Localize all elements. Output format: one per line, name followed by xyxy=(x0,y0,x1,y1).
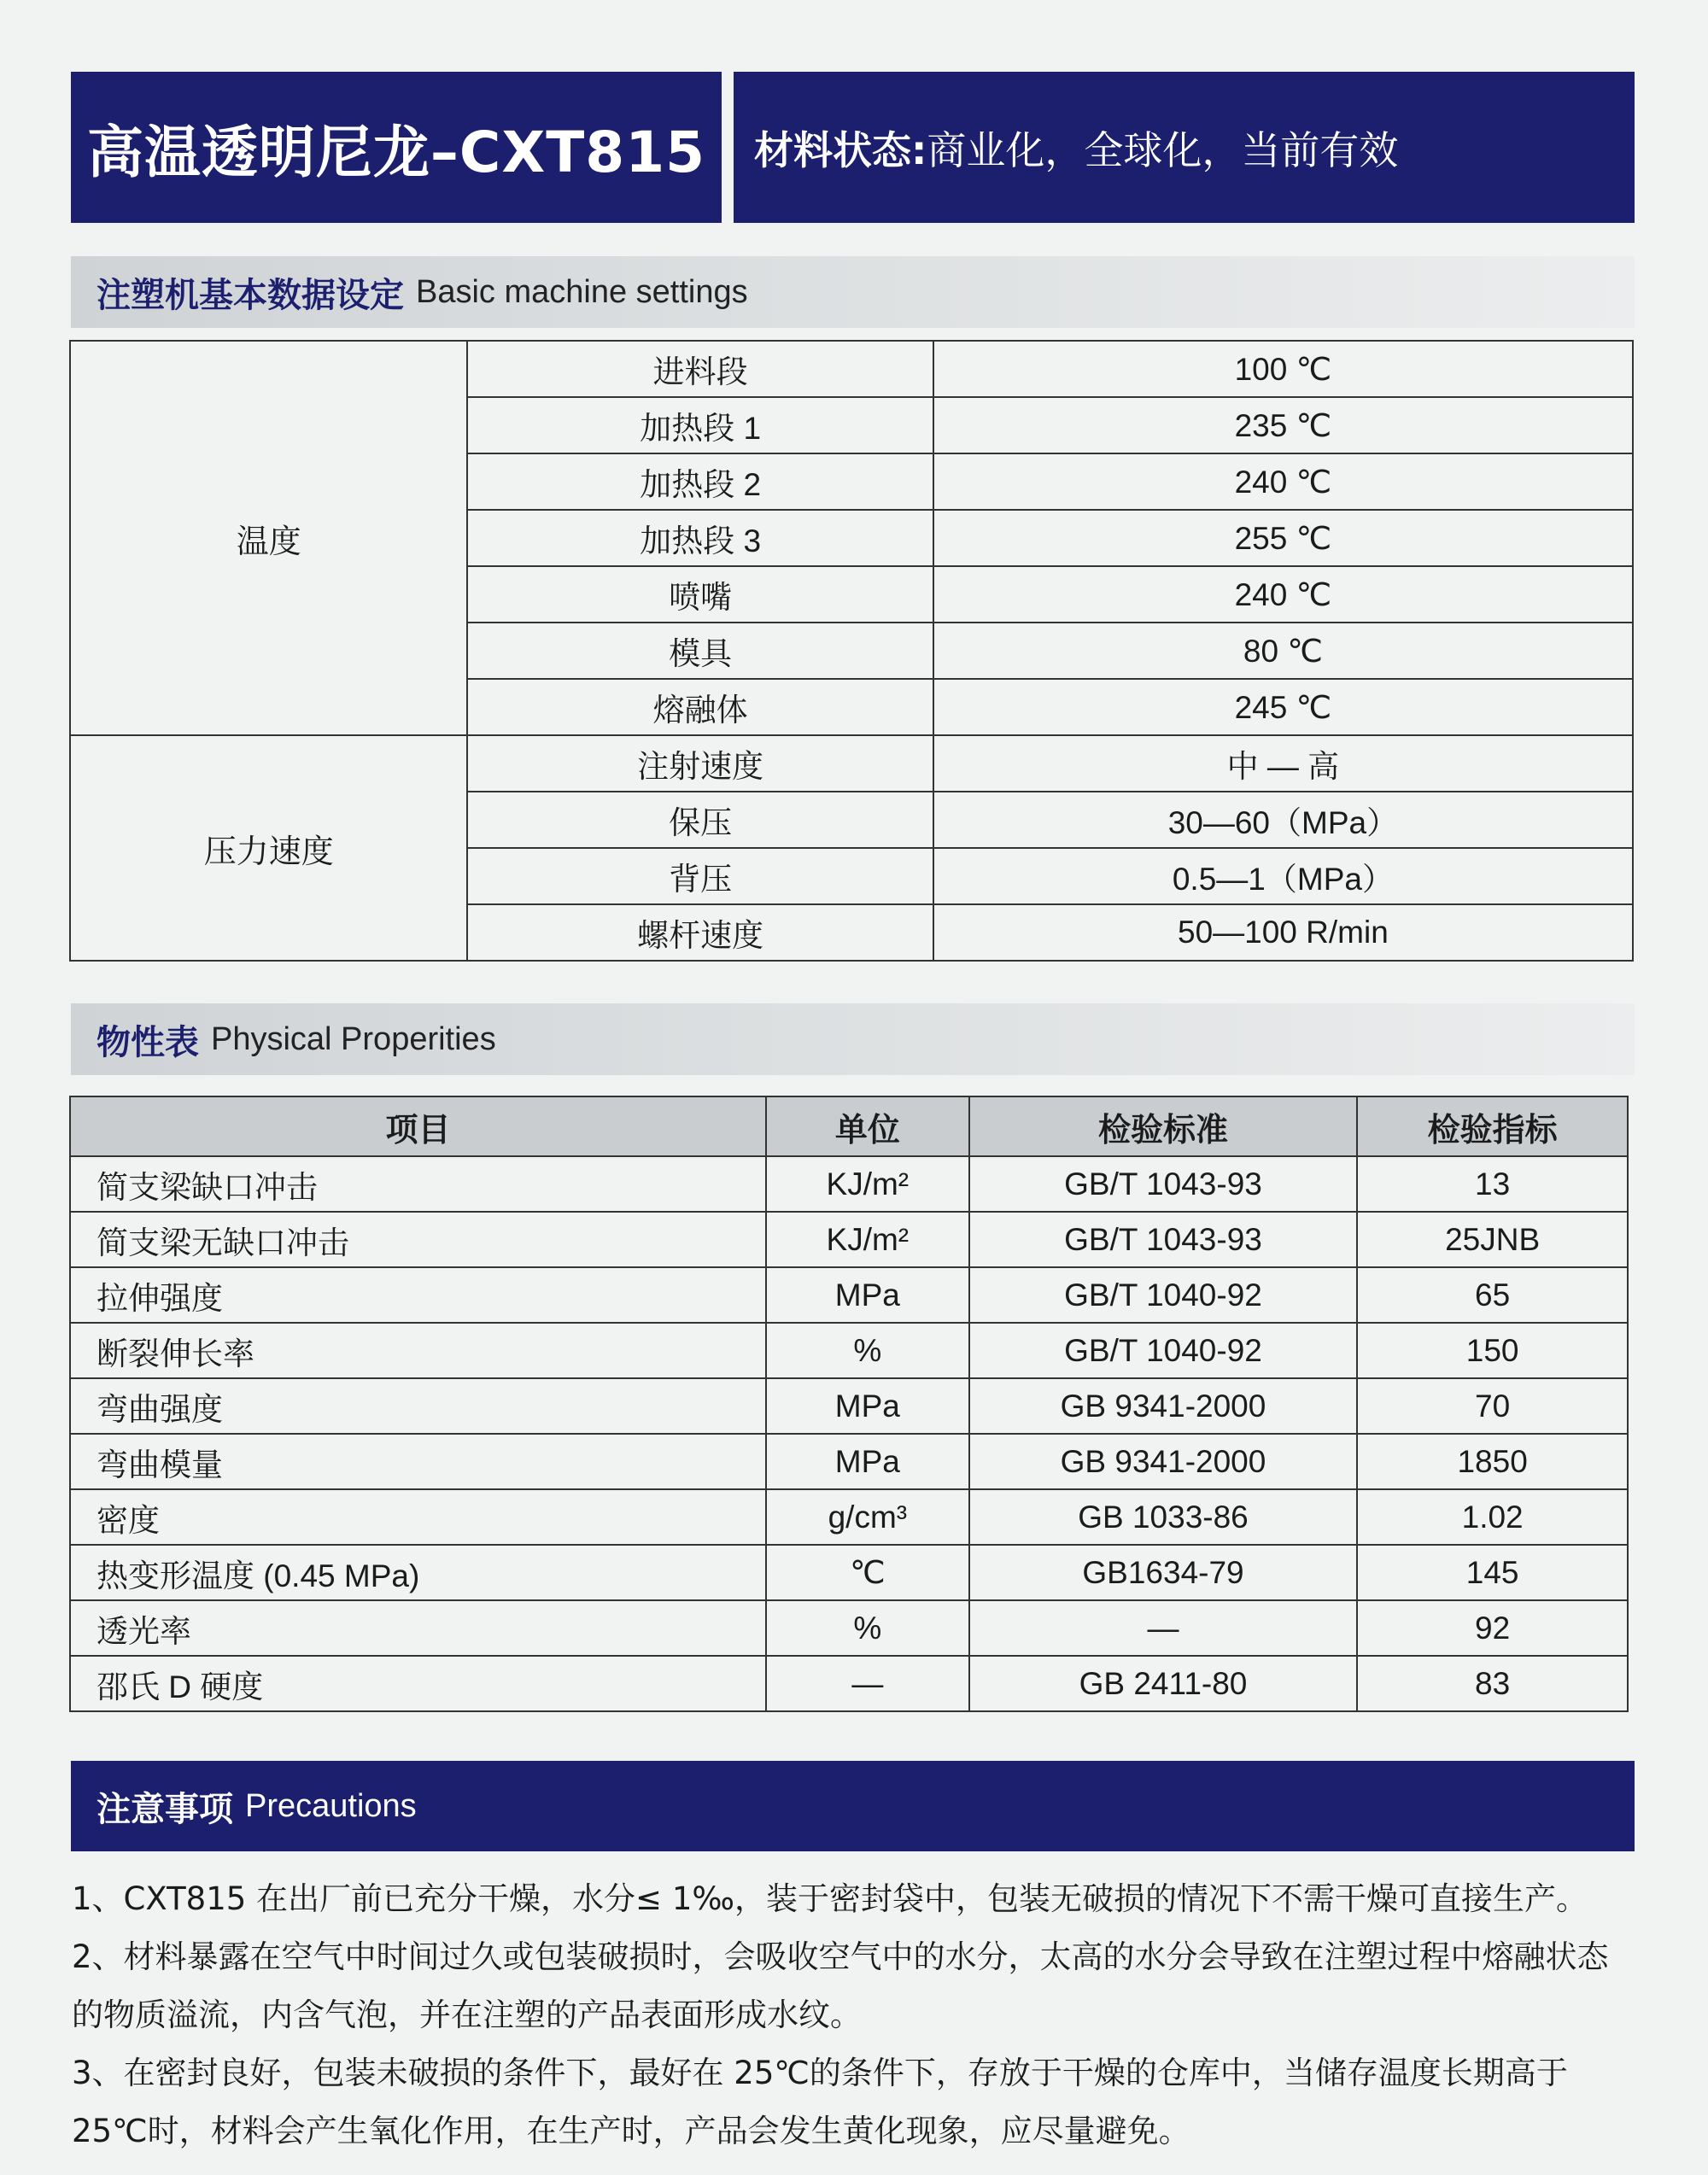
machine-param: 注射速度 xyxy=(467,735,933,792)
prop-value: 1850 xyxy=(1357,1434,1628,1489)
prop-standard: GB 9341-2000 xyxy=(969,1378,1358,1434)
prop-item: 简支梁缺口冲击 xyxy=(70,1156,766,1212)
prop-value: 145 xyxy=(1357,1545,1628,1600)
prop-item: 密度 xyxy=(70,1489,766,1545)
col-header-unit: 单位 xyxy=(766,1096,969,1156)
precautions-heading-en: Precautions xyxy=(245,1787,417,1824)
prop-value: 83 xyxy=(1357,1656,1628,1711)
col-header-value: 检验指标 xyxy=(1357,1096,1628,1156)
prop-standard: — xyxy=(969,1600,1358,1656)
prop-item: 拉伸强度 xyxy=(70,1267,766,1323)
table-row xyxy=(70,1600,1628,1656)
precaution-item-3: 3、在密封良好，包装未破损的条件下，最好在 25℃的条件下，存放于干燥的仓库中，当储存温度长期高于 25℃时，材料会产生氧化作用，在生产时，产品会发生黄化现象，应尽量避免。 xyxy=(72,2055,1568,2149)
precaution-item-2: 2、材料暴露在空气中时间过久或包装破损时，会吸收空气中的水分，太高的水分会导致在注塑过程中熔融状态的物质溢流，内含气泡，并在注塑的产品表面形成水纹。 xyxy=(72,1938,1609,2033)
machine-param: 加热段 1 xyxy=(467,397,933,453)
prop-standard: GB/T 1040-92 xyxy=(969,1323,1358,1378)
precautions-list xyxy=(72,1870,1626,2160)
prop-standard: GB1634-79 xyxy=(969,1545,1358,1600)
prop-standard: GB/T 1043-93 xyxy=(969,1212,1358,1267)
machine-value: 255 ℃ xyxy=(933,510,1633,566)
col-header-item: 项目 xyxy=(70,1096,766,1156)
machine-row xyxy=(70,735,1633,792)
machine-param: 喷嘴 xyxy=(467,566,933,623)
prop-item: 邵氏 D 硬度 xyxy=(70,1656,766,1711)
table-row xyxy=(70,1656,1628,1711)
prop-item: 弯曲模量 xyxy=(70,1434,766,1489)
prop-value: 150 xyxy=(1357,1323,1628,1378)
machine-value: 240 ℃ xyxy=(933,566,1633,623)
precaution-item-1: 1、CXT815 在出厂前已充分干燥，水分≤ 1‰，装于密封袋中，包装无破损的情况下不需干燥可直接生产。 xyxy=(72,1880,1588,1917)
prop-standard: GB/T 1040-92 xyxy=(969,1267,1358,1323)
machine-settings-heading xyxy=(71,256,1635,328)
machine-value: 30—60（MPa） xyxy=(933,792,1633,848)
machine-param: 加热段 3 xyxy=(467,510,933,566)
table-row xyxy=(70,1378,1628,1434)
machine-value: 245 ℃ xyxy=(933,679,1633,735)
prop-value: 13 xyxy=(1357,1156,1628,1212)
prop-unit: % xyxy=(766,1600,969,1656)
precautions-heading-cn: 注意事项 xyxy=(97,1789,233,1829)
machine-value: 235 ℃ xyxy=(933,397,1633,453)
machine-param: 模具 xyxy=(467,623,933,679)
machine-value: 中 — 高 xyxy=(933,735,1633,792)
prop-unit: MPa xyxy=(766,1267,969,1323)
prop-item: 简支梁无缺口冲击 xyxy=(70,1212,766,1267)
prop-unit: KJ/m² xyxy=(766,1212,969,1267)
table-row xyxy=(70,1156,1628,1212)
prop-unit: — xyxy=(766,1656,969,1711)
prop-item: 透光率 xyxy=(70,1600,766,1656)
col-header-standard: 检验标准 xyxy=(969,1096,1358,1156)
prop-value: 25JNB xyxy=(1357,1212,1628,1267)
prop-item: 弯曲强度 xyxy=(70,1378,766,1434)
table-row xyxy=(70,1267,1628,1323)
prop-standard: GB 2411-80 xyxy=(969,1656,1358,1711)
prop-unit: KJ/m² xyxy=(766,1156,969,1212)
prop-unit: MPa xyxy=(766,1434,969,1489)
machine-param: 进料段 xyxy=(467,341,933,397)
product-title xyxy=(71,72,722,223)
machine-heading-cn: 注塑机基本数据设定 xyxy=(97,275,404,315)
machine-settings-table xyxy=(69,340,1634,962)
machine-value: 100 ℃ xyxy=(933,341,1633,397)
machine-param: 熔融体 xyxy=(467,679,933,735)
machine-value: 50—100 R/min xyxy=(933,904,1633,961)
status-label: 材料状态: xyxy=(754,126,927,173)
product-title-text: 高温透明尼龙–CXT815 xyxy=(86,120,706,185)
prop-standard: GB 1033-86 xyxy=(969,1489,1358,1545)
machine-param: 加热段 2 xyxy=(467,453,933,510)
prop-unit: g/cm³ xyxy=(766,1489,969,1545)
machine-value: 240 ℃ xyxy=(933,453,1633,510)
machine-param: 螺杆速度 xyxy=(467,904,933,961)
prop-item: 热变形温度 (0.45 MPa) xyxy=(70,1545,766,1600)
machine-value: 0.5—1（MPa） xyxy=(933,848,1633,904)
status-value: 商业化，全球化，当前有效 xyxy=(927,126,1399,173)
table-row xyxy=(70,1323,1628,1378)
prop-unit: MPa xyxy=(766,1378,969,1434)
machine-param: 保压 xyxy=(467,792,933,848)
prop-standard: GB 9341-2000 xyxy=(969,1434,1358,1489)
table-row xyxy=(70,1489,1628,1545)
prop-unit: % xyxy=(766,1323,969,1378)
machine-row xyxy=(70,341,1633,397)
machine-heading-en: Basic machine settings xyxy=(416,273,748,310)
material-status xyxy=(734,72,1635,223)
prop-value: 92 xyxy=(1357,1600,1628,1656)
physical-properties-table xyxy=(69,1096,1629,1712)
physical-properties-heading xyxy=(71,1003,1635,1075)
props-heading-en: Physical Properities xyxy=(211,1020,496,1057)
machine-value: 80 ℃ xyxy=(933,623,1633,679)
table-row xyxy=(70,1545,1628,1600)
prop-value: 70 xyxy=(1357,1378,1628,1434)
prop-value: 1.02 xyxy=(1357,1489,1628,1545)
table-row xyxy=(70,1212,1628,1267)
precautions-heading xyxy=(71,1761,1635,1851)
machine-group-label: 压力速度 xyxy=(70,735,467,961)
prop-standard: GB/T 1043-93 xyxy=(969,1156,1358,1212)
prop-value: 65 xyxy=(1357,1267,1628,1323)
props-heading-cn: 物性表 xyxy=(97,1022,199,1062)
machine-group-label: 温度 xyxy=(70,341,467,735)
table-row xyxy=(70,1434,1628,1489)
prop-unit: ℃ xyxy=(766,1545,969,1600)
machine-param: 背压 xyxy=(467,848,933,904)
props-header-row xyxy=(70,1096,1628,1156)
prop-item: 断裂伸长率 xyxy=(70,1323,766,1378)
